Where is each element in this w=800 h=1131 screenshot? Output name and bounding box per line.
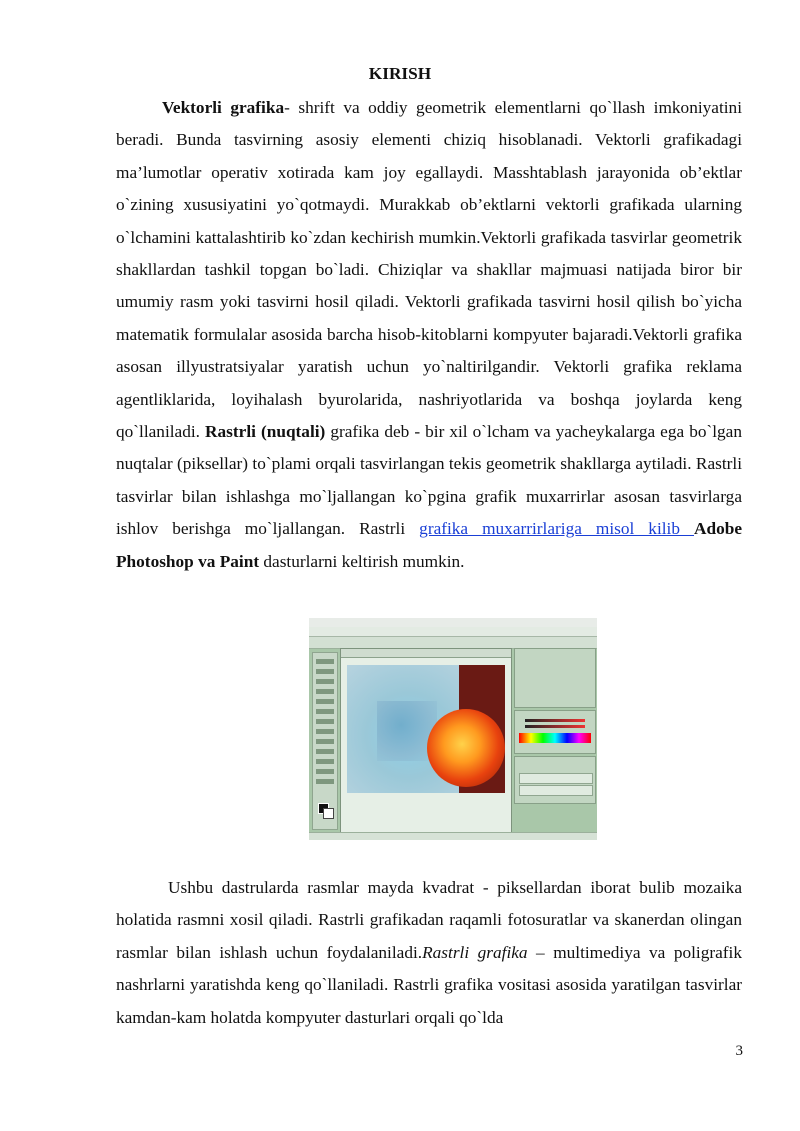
layers-panel [514,756,596,804]
term-vector-graphics: Vektorli grafika [162,98,285,117]
navigator-panel [514,648,596,708]
paragraph-text-5: – multimediya va poligrafik nashrlarni yaratishda keng qo`llaniladi. Rastrli grafika vositasi asosida yaratilgan tasvirlar kamdan-kam holatda kompyuter dasturlari orqali qo`lda [116,942,742,1027]
tool-icon [316,729,334,734]
intro-paragraph [116,92,742,578]
paragraph-text-4: Ushbu dastrularda rasmlar mayda kvadrat - piksellardan iborat bulib mozaika holatida rasmni xosil qiladi. Rastrli grafikadan raqamli fotosuratlar va skanerdan olingan rasmlar bilan ishlash uchun foydalaniladi. [116,878,742,962]
raster-paragraph [116,872,742,1034]
term-raster-graphics: Rastrli grafika [422,942,528,962]
background-color-swatch [323,808,334,819]
photoshop-screenshot-image [309,618,597,840]
layer-row [519,773,593,784]
term-programs: Adobe Photoshop va Paint [116,519,743,571]
tool-icon [316,749,334,754]
paragraph-text-1: - shrift va oddiy geometrik elementlarni qo`llash imkoniyatini beradi. Bunda tasvirning asosiy elementi chiziq hisoblanadi. Vektorli grafikadagi ma’lumotlar operativ xotirada kam joy egallaydi. Masshtablash jarayonida ob’ektlar o`zining xususiyatini yo`qotmaydi. Murakkab ob’ektlarni vektorli grafikada ularning o`lchamini kattalashtirib ko`zdan kechirish mumkin.Vektorli grafikada tasvirlar geometrik shakllardan tashkil topgan bo`ladi. Chiziqlar va shakllar majmuasi natijada biror bir umumiy rasm yoki tasvirni hosil qiladi. Vektorli grafikada tasvirni hosil qilish bo`yicha matematik formulalar asosida barcha hisob-kitoblarni kompyuter bajaradi.Vektorli grafika asosan illyustratsiyalar yaratish uchun yo`naltirilgandir. Vektorli grafika reklama agentliklarida, loyihalash byurolarida, nashriyotlarida va boshqa joylarda keng qo`llaniladi. [116,98,742,442]
color-spectrum [519,733,591,743]
term-raster-alt: (nuqtali) [260,422,326,442]
tool-icon [316,669,334,674]
tool-icon [316,679,334,684]
page-title: KIRISH [368,64,432,83]
tool-icon [316,719,334,724]
sun-artwork [427,709,505,787]
paragraph-text-3: dasturlarni keltirish mumkin. [259,551,465,571]
tools-palette [312,652,338,830]
color-panel [514,710,596,754]
tool-icon [316,739,334,744]
tool-icon [316,779,334,784]
status-bar [309,832,597,840]
tool-icon [316,659,334,664]
tool-icon [316,689,334,694]
page-number: 3 [735,1043,743,1059]
term-raster: Rastrli [205,422,256,442]
tool-icon [316,709,334,714]
color-slider [525,719,585,722]
document-titlebar [341,649,511,658]
paragraph-text-2: grafika deb - bir xil o`lcham va yacheykalarga ega bo`lgan nuqtalar (piksellar) to`plami orqali tasvirlangan tekis geometrik shakllarga aytiladi. Rastrli tasvirlar bilan ishlashga mo`ljallangan ko`pgina grafik muxarrirlar asosan tasvirlarga ishlov berishga mo`ljallangan. Rastrli [116,422,742,539]
color-slider [525,725,585,728]
tool-icon [316,769,334,774]
tool-icon [316,699,334,704]
document-window [340,648,512,834]
app-menubar [309,627,597,637]
layer-row [519,785,593,796]
tool-icon [316,759,334,764]
editors-link[interactable]: grafika muxarrirlariga misol kilib [419,519,694,539]
